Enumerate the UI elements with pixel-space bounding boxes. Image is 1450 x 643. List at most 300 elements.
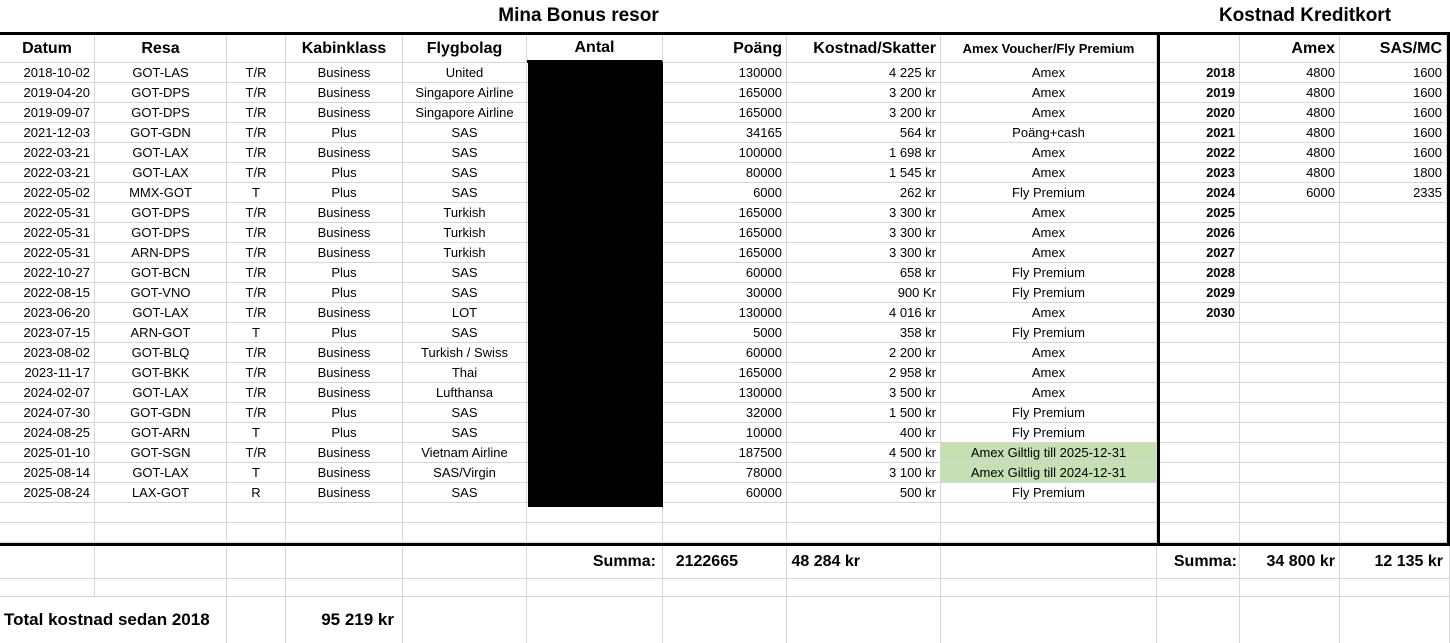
cell-flygbolag[interactable] [403,523,527,543]
cell-amex[interactable] [1240,323,1340,343]
cell-voucher[interactable] [941,523,1157,543]
cell-amex[interactable]: 4800 [1240,103,1340,123]
cell-empty[interactable] [1340,579,1450,597]
cell-tr[interactable]: T/R [227,143,286,163]
cell-year[interactable]: 2030 [1160,303,1240,323]
cell-empty[interactable] [941,546,1157,579]
cell-voucher[interactable] [941,503,1157,523]
header-trip-type[interactable] [227,35,286,63]
cell-poang[interactable]: 60000 [663,263,787,283]
header-flygbolag[interactable]: Flygbolag [403,35,527,63]
cell-year[interactable]: 2025 [1160,203,1240,223]
cell-resa[interactable]: GOT-LAX [95,383,227,403]
cell-kostnad[interactable]: 3 300 kr [787,203,941,223]
cell-empty[interactable] [0,579,95,597]
cell-flygbolag[interactable]: SAS [403,483,527,503]
cell-datum[interactable]: 2022-10-27 [0,263,95,283]
cell-sasmc[interactable] [1340,263,1447,283]
summa-kostnad[interactable]: 48 284 kr [787,546,941,579]
cell-datum[interactable]: 2019-04-20 [0,83,95,103]
cell-voucher[interactable]: Fly Premium [941,423,1157,443]
cell-empty[interactable] [286,579,403,597]
cell-flygbolag[interactable]: Turkish [403,243,527,263]
cell-amex[interactable] [1240,443,1340,463]
cell-datum[interactable]: 2025-08-14 [0,463,95,483]
header-antal[interactable]: Antal [527,35,663,63]
cell-tr[interactable]: T/R [227,163,286,183]
cell-year[interactable] [1160,383,1240,403]
cell-kostnad[interactable]: 3 500 kr [787,383,941,403]
cell-empty[interactable] [1157,597,1240,643]
cell-poang[interactable]: 130000 [663,63,787,83]
cell-resa[interactable]: GOT-DPS [95,83,227,103]
cell-year[interactable] [1160,483,1240,503]
cell-resa[interactable]: GOT-DPS [95,203,227,223]
cell-year[interactable] [1160,323,1240,343]
cell-kostnad[interactable]: 3 300 kr [787,223,941,243]
cell-sasmc[interactable] [1340,523,1447,543]
cell-amex[interactable] [1240,523,1340,543]
main-title[interactable]: Mina Bonus resor [498,5,659,26]
cell-resa[interactable] [95,523,227,543]
cell-sasmc[interactable] [1340,423,1447,443]
cell-poang[interactable]: 165000 [663,103,787,123]
cell-sasmc[interactable] [1340,243,1447,263]
cell-datum[interactable]: 2018-10-02 [0,63,95,83]
summa-sasmc[interactable]: 12 135 kr [1340,546,1450,579]
cell-amex[interactable] [1240,463,1340,483]
cell-tr[interactable]: T [227,463,286,483]
cell-kabinklass[interactable]: Plus [286,123,403,143]
cell-empty[interactable] [663,597,787,643]
cell-poang[interactable]: 187500 [663,443,787,463]
cell-voucher[interactable]: Amex [941,103,1157,123]
cell-sasmc[interactable]: 1800 [1340,163,1447,183]
header-amex[interactable]: Amex [1240,35,1340,63]
cell-sasmc[interactable] [1340,403,1447,423]
cell-resa[interactable]: ARN-GOT [95,323,227,343]
cell-sasmc[interactable]: 1600 [1340,63,1447,83]
cell-flygbolag[interactable]: SAS [403,423,527,443]
cell-voucher[interactable]: Fly Premium [941,323,1157,343]
cell-amex[interactable] [1240,343,1340,363]
cell-tr[interactable]: T/R [227,403,286,423]
cell-amex[interactable]: 4800 [1240,63,1340,83]
cell-sasmc[interactable] [1340,363,1447,383]
cell-voucher[interactable]: Amex [941,343,1157,363]
cell-kostnad[interactable]: 3 200 kr [787,83,941,103]
cell-empty[interactable] [1157,579,1240,597]
cell-empty[interactable] [403,579,527,597]
cell-tr[interactable]: T/R [227,123,286,143]
cell-flygbolag[interactable]: SAS [403,143,527,163]
cell-datum[interactable]: 2022-03-21 [0,163,95,183]
cell-sasmc[interactable] [1340,343,1447,363]
cell-tr[interactable]: T/R [227,203,286,223]
cell-voucher[interactable]: Amex [941,303,1157,323]
cell-kabinklass[interactable]: Business [286,343,403,363]
cell-voucher[interactable]: Fly Premium [941,483,1157,503]
header-poang[interactable]: Poäng [663,35,787,63]
cell-kostnad[interactable]: 1 500 kr [787,403,941,423]
cell-tr[interactable]: T/R [227,283,286,303]
cell-year[interactable]: 2021 [1160,123,1240,143]
cell-year[interactable]: 2026 [1160,223,1240,243]
cell-empty[interactable] [286,546,403,579]
cell-year[interactable]: 2019 [1160,83,1240,103]
cell-sasmc[interactable]: 1600 [1340,143,1447,163]
cell-voucher[interactable]: Amex [941,143,1157,163]
cell-voucher[interactable]: Amex [941,83,1157,103]
cell-poang[interactable]: 165000 [663,83,787,103]
cell-amex[interactable] [1240,203,1340,223]
cell-poang[interactable]: 165000 [663,363,787,383]
cell-kostnad[interactable]: 2 958 kr [787,363,941,383]
cell-poang[interactable]: 130000 [663,383,787,403]
cell-empty[interactable] [941,579,1157,597]
cell-empty[interactable] [403,597,527,643]
cell-datum[interactable]: 2023-06-20 [0,303,95,323]
cell-kostnad[interactable]: 4 225 kr [787,63,941,83]
cell-kostnad[interactable] [787,523,941,543]
cell-kostnad[interactable]: 658 kr [787,263,941,283]
cell-year[interactable]: 2020 [1160,103,1240,123]
cell-voucher[interactable]: Fly Premium [941,403,1157,423]
cell-year[interactable] [1160,523,1240,543]
cell-kabinklass[interactable]: Business [286,203,403,223]
cell-empty[interactable] [227,546,286,579]
cell-resa[interactable]: GOT-SGN [95,443,227,463]
cell-kabinklass[interactable]: Plus [286,183,403,203]
cell-empty[interactable] [527,597,663,643]
cell-poang[interactable]: 10000 [663,423,787,443]
cell-poang[interactable] [663,523,787,543]
header-kabinklass[interactable]: Kabinklass [286,35,403,63]
cell-year[interactable]: 2023 [1160,163,1240,183]
cell-antal[interactable] [527,523,663,543]
cell-sasmc[interactable]: 2335 [1340,183,1447,203]
cell-empty[interactable] [1240,579,1340,597]
cell-year[interactable] [1160,343,1240,363]
cell-amex[interactable]: 4800 [1240,123,1340,143]
cell-sasmc[interactable] [1340,223,1447,243]
cell-amex[interactable] [1240,363,1340,383]
cell-amex[interactable] [1240,483,1340,503]
cell-sasmc[interactable]: 1600 [1340,123,1447,143]
cell-poang[interactable]: 165000 [663,243,787,263]
cell-kostnad[interactable]: 564 kr [787,123,941,143]
cell-resa[interactable]: GOT-LAX [95,463,227,483]
cell-kabinklass[interactable]: Business [286,103,403,123]
cell-resa[interactable]: GOT-LAX [95,143,227,163]
cell-year[interactable] [1160,363,1240,383]
summa-label-credit[interactable]: Summa: [1157,546,1240,579]
cell-sasmc[interactable] [1340,203,1447,223]
cell-empty[interactable] [227,579,286,597]
cell-amex[interactable]: 6000 [1240,183,1340,203]
cell-resa[interactable] [95,503,227,523]
cell-tr[interactable]: T [227,323,286,343]
cell-datum[interactable]: 2023-11-17 [0,363,95,383]
cell-year[interactable]: 2028 [1160,263,1240,283]
cell-voucher[interactable]: Amex [941,203,1157,223]
cell-empty[interactable] [787,579,941,597]
cell-kostnad[interactable]: 4 500 kr [787,443,941,463]
cell-tr[interactable]: T/R [227,263,286,283]
cell-kabinklass[interactable]: Business [286,143,403,163]
cell-amex[interactable] [1240,283,1340,303]
cell-kabinklass[interactable]: Business [286,223,403,243]
cell-datum[interactable]: 2022-08-15 [0,283,95,303]
cell-kostnad[interactable]: 358 kr [787,323,941,343]
cell-flygbolag[interactable]: SAS [403,163,527,183]
credit-title[interactable]: Kostnad Kreditkort [1218,5,1392,26]
cell-resa[interactable]: GOT-LAX [95,303,227,323]
cell-empty[interactable] [527,579,663,597]
cell-kabinklass[interactable]: Business [286,483,403,503]
cell-empty[interactable] [787,597,941,643]
cell-empty[interactable] [663,579,787,597]
cell-datum[interactable]: 2019-09-07 [0,103,95,123]
cell-amex[interactable] [1240,243,1340,263]
cell-datum[interactable]: 2024-07-30 [0,403,95,423]
cell-sasmc[interactable] [1340,283,1447,303]
cell-sasmc[interactable] [1340,383,1447,403]
cell-kabinklass[interactable] [286,523,403,543]
cell-kostnad[interactable]: 3 300 kr [787,243,941,263]
cell-voucher[interactable]: Amex [941,163,1157,183]
cell-voucher[interactable]: Poäng+cash [941,123,1157,143]
cell-sasmc[interactable] [1340,323,1447,343]
header-kostnad[interactable]: Kostnad/Skatter [787,35,941,63]
cell-kabinklass[interactable]: Plus [286,323,403,343]
cell-tr[interactable]: T [227,423,286,443]
cell-poang[interactable]: 165000 [663,223,787,243]
cell-tr[interactable]: T/R [227,243,286,263]
cell-kostnad[interactable]: 3 200 kr [787,103,941,123]
cell-kostnad[interactable] [787,503,941,523]
cell-poang[interactable]: 78000 [663,463,787,483]
cell-resa[interactable]: GOT-GDN [95,403,227,423]
cell-flygbolag[interactable]: LOT [403,303,527,323]
cell-voucher[interactable]: Amex [941,223,1157,243]
cell-poang[interactable]: 130000 [663,303,787,323]
cell-poang[interactable]: 34165 [663,123,787,143]
cell-sasmc[interactable] [1340,463,1447,483]
cell-year[interactable] [1160,403,1240,423]
cell-amex[interactable]: 4800 [1240,83,1340,103]
cell-flygbolag[interactable]: Turkish [403,203,527,223]
cell-datum[interactable]: 2022-05-02 [0,183,95,203]
cell-kostnad[interactable]: 500 kr [787,483,941,503]
cell-tr[interactable]: T/R [227,303,286,323]
summa-label-main[interactable]: Summa: [527,546,663,579]
cell-voucher[interactable]: Fly Premium [941,283,1157,303]
cell-flygbolag[interactable]: Lufthansa [403,383,527,403]
cell-tr[interactable]: T/R [227,223,286,243]
cell-tr[interactable]: T/R [227,383,286,403]
cell-amex[interactable] [1240,423,1340,443]
cell-flygbolag[interactable]: Singapore Airline [403,103,527,123]
cell-kabinklass[interactable]: Business [286,243,403,263]
cell-voucher[interactable]: Amex [941,63,1157,83]
cell-amex[interactable] [1240,223,1340,243]
cell-datum[interactable]: 2024-02-07 [0,383,95,403]
cell-amex[interactable] [1240,383,1340,403]
cell-voucher[interactable]: Amex [941,363,1157,383]
cell-flygbolag[interactable]: United [403,63,527,83]
cell-flygbolag[interactable]: Vietnam Airline [403,443,527,463]
cell-flygbolag[interactable] [403,503,527,523]
cell-kabinklass[interactable]: Plus [286,403,403,423]
cell-tr[interactable]: T/R [227,443,286,463]
cell-empty[interactable] [95,579,227,597]
total-value[interactable]: 95 219 kr [286,597,403,643]
cell-voucher[interactable]: Amex [941,383,1157,403]
cell-amex[interactable]: 4800 [1240,163,1340,183]
cell-tr[interactable]: T/R [227,103,286,123]
cell-poang[interactable]: 6000 [663,183,787,203]
header-datum[interactable]: Datum [0,35,95,63]
summa-poang[interactable]: 2122665 [663,546,787,579]
cell-year[interactable]: 2027 [1160,243,1240,263]
cell-kostnad[interactable]: 2 200 kr [787,343,941,363]
cell-datum[interactable]: 2022-05-31 [0,243,95,263]
cell-resa[interactable]: GOT-ARN [95,423,227,443]
cell-kostnad[interactable]: 1 545 kr [787,163,941,183]
cell-tr[interactable]: T/R [227,363,286,383]
cell-kostnad[interactable]: 3 100 kr [787,463,941,483]
cell-sasmc[interactable] [1340,303,1447,323]
cell-tr[interactable]: R [227,483,286,503]
cell-datum[interactable] [0,523,95,543]
cell-kabinklass[interactable]: Business [286,303,403,323]
cell-sasmc[interactable]: 1600 [1340,83,1447,103]
cell-year[interactable]: 2018 [1160,63,1240,83]
header-resa[interactable]: Resa [95,35,227,63]
cell-poang[interactable]: 100000 [663,143,787,163]
cell-kostnad[interactable]: 262 kr [787,183,941,203]
cell-kabinklass[interactable]: Business [286,83,403,103]
cell-year[interactable]: 2024 [1160,183,1240,203]
cell-sasmc[interactable] [1340,483,1447,503]
cell-flygbolag[interactable]: Turkish / Swiss [403,343,527,363]
cell-voucher[interactable]: Amex [941,243,1157,263]
cell-flygbolag[interactable]: SAS [403,263,527,283]
cell-poang[interactable]: 60000 [663,343,787,363]
cell-tr[interactable]: T [227,183,286,203]
cell-voucher[interactable]: Amex Giltlig till 2025-12-31 [941,443,1157,463]
cell-kostnad[interactable]: 1 698 kr [787,143,941,163]
cell-resa[interactable]: ARN-DPS [95,243,227,263]
cell-empty[interactable] [227,597,286,643]
cell-poang[interactable]: 165000 [663,203,787,223]
cell-kabinklass[interactable]: Business [286,443,403,463]
cell-flygbolag[interactable]: SAS [403,323,527,343]
cell-sasmc[interactable] [1340,443,1447,463]
cell-resa[interactable]: GOT-LAS [95,63,227,83]
cell-poang[interactable]: 80000 [663,163,787,183]
cell-amex[interactable] [1240,303,1340,323]
cell-kostnad[interactable]: 400 kr [787,423,941,443]
cell-tr[interactable]: T/R [227,83,286,103]
cell-empty[interactable] [1240,597,1340,643]
cell-poang[interactable]: 32000 [663,403,787,423]
cell-kabinklass[interactable]: Business [286,363,403,383]
cell-tr[interactable]: T/R [227,63,286,83]
cell-empty[interactable] [941,597,1157,643]
cell-tr[interactable] [227,523,286,543]
cell-datum[interactable]: 2022-05-31 [0,223,95,243]
cell-poang[interactable] [663,503,787,523]
cell-year[interactable]: 2029 [1160,283,1240,303]
cell-datum[interactable]: 2025-01-10 [0,443,95,463]
cell-flygbolag[interactable]: SAS [403,183,527,203]
cell-empty[interactable] [403,546,527,579]
cell-kabinklass[interactable]: Business [286,463,403,483]
cell-poang[interactable]: 60000 [663,483,787,503]
cell-flygbolag[interactable]: Turkish [403,223,527,243]
cell-kabinklass[interactable]: Plus [286,263,403,283]
cell-kostnad[interactable]: 4 016 kr [787,303,941,323]
cell-kabinklass[interactable]: Business [286,63,403,83]
cell-flygbolag[interactable]: SAS/Virgin [403,463,527,483]
cell-kostnad[interactable]: 900 Kr [787,283,941,303]
header-voucher[interactable]: Amex Voucher/Fly Premium [941,35,1157,63]
cell-tr[interactable]: T/R [227,343,286,363]
cell-resa[interactable]: MMX-GOT [95,183,227,203]
cell-datum[interactable]: 2023-08-02 [0,343,95,363]
cell-resa[interactable]: GOT-BCN [95,263,227,283]
cell-kabinklass[interactable]: Plus [286,163,403,183]
total-label[interactable]: Total kostnad sedan 2018 [0,597,227,643]
cell-year[interactable] [1160,423,1240,443]
cell-datum[interactable]: 2024-08-25 [0,423,95,443]
cell-datum[interactable]: 2021-12-03 [0,123,95,143]
cell-voucher[interactable]: Amex Giltlig till 2024-12-31 [941,463,1157,483]
cell-voucher[interactable]: Fly Premium [941,183,1157,203]
cell-year[interactable] [1160,463,1240,483]
cell-kabinklass[interactable]: Plus [286,423,403,443]
cell-resa[interactable]: GOT-GDN [95,123,227,143]
cell-resa[interactable]: GOT-LAX [95,163,227,183]
cell-kabinklass[interactable] [286,503,403,523]
cell-year[interactable]: 2022 [1160,143,1240,163]
cell-poang[interactable]: 5000 [663,323,787,343]
cell-sasmc[interactable]: 1600 [1340,103,1447,123]
cell-empty[interactable] [1340,597,1450,643]
cell-year[interactable] [1160,503,1240,523]
cell-amex[interactable] [1240,263,1340,283]
cell-sasmc[interactable] [1340,503,1447,523]
cell-tr[interactable] [227,503,286,523]
cell-kabinklass[interactable]: Plus [286,283,403,303]
header-year[interactable] [1160,35,1240,63]
cell-datum[interactable]: 2022-05-31 [0,203,95,223]
cell-kabinklass[interactable]: Business [286,383,403,403]
cell-flygbolag[interactable]: Thai [403,363,527,383]
cell-flygbolag[interactable]: SAS [403,123,527,143]
header-sasmc[interactable]: SAS/MC [1340,35,1447,63]
cell-datum[interactable]: 2023-07-15 [0,323,95,343]
cell-resa[interactable]: GOT-DPS [95,223,227,243]
cell-amex[interactable]: 4800 [1240,143,1340,163]
cell-resa[interactable]: GOT-VNO [95,283,227,303]
cell-amex[interactable] [1240,403,1340,423]
cell-flygbolag[interactable]: Singapore Airline [403,83,527,103]
cell-empty[interactable] [95,546,227,579]
cell-poang[interactable]: 30000 [663,283,787,303]
